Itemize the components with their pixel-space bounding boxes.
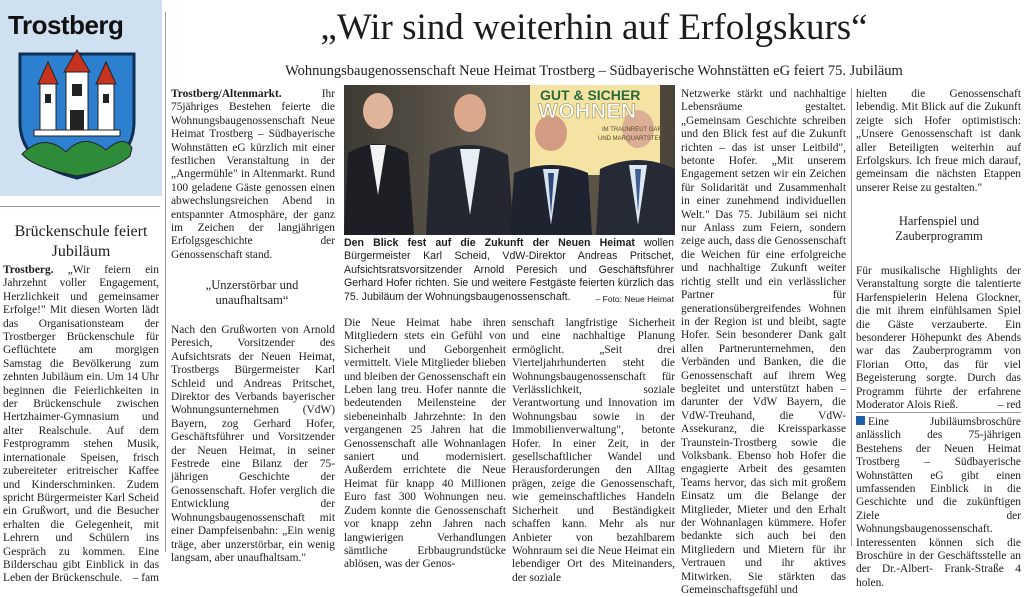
column-5b-author: – red [997,399,1021,412]
intro-text: Ihr 75jähriges Bestehen feierte die Wohnungsbaugenossenschaft Neue Heimat Trostberg – Südbayerische Wohnstätten eG kürzlich mit einer festlichen Veranstaltung in der „Angermühle" in Altenmarkt. Rund 100 geladene Gäste genossen einen abwechslungsreichen Abend in entspannter Atmosphäre, der ganz im Zeichen der langjährigen Erfolgsgeschichte der Genossenschaft stand. [171,88,335,261]
subhead-unzerstoerbar: „Unzerstörbar und unaufhaltsam“ [205,278,299,307]
coat-of-arms-icon [14,44,140,180]
photo-caption [344,237,674,306]
intro-paragraph [171,88,335,262]
banner-title-1: GUT & SICHER [540,87,641,103]
left-dateline: Trostberg. [3,264,54,276]
banner-small-2: UND MARQUARTSTEIN [598,136,665,142]
column-5b-text: Für musikalische Highlights der Veranstaltung sorgte die talentierte Harfenspielerin Helena Glockner, die mit ihrem einfühlsamen Spiel die Gäste verzauberte. Ein besonderer Höhepunkt des Abends war das Zauberprogramm von Florian Otto, das für viel Begeisterung sorgte. Durch das Programm führte der erfahrene Moderator Alois Rieß. [856,265,1021,412]
event-photo [344,85,675,235]
left-text: „Wir feiern ein Jahrzehnt voller Engagement, Herzlichkeit und gemeinsamer Erfolge!" Mit diesen Worten lädt das Organisationsteam der Trostberger Brückenschule für Geflüchtete am morgigen Samstag die Bevölkerung zum zehnten Jubiläum ein. Um 14 Uhr beginnen die Feierlichkeiten in der Brückenschule zwischen Hertzhaimer-Gymnasium und alter Realschule. Auf dem Festprogramm stehen Musik, internationale Speisen, frisch zubereiteter eritreischer Kaffee und Kinderschminken. Zudem spricht Bürgermeister Karl Scheid ein Grußwort, und die Besucher erhalten die Gelegenheit, mit Lehrern und Schülern ins Gespräch zu kommen. Eine Bilderschau gibt Einblick in das Leben der Brückenschule. [3,264,159,585]
column-2-body [344,317,506,572]
left-author: – fam [132,572,159,585]
column-5-text: hielten die Genossenschaft lebendig. Mit Blick auf die Zukunft zeigte sich Hofer optimistisch: „Unsere Genossenschaft ist dank aller Beteiligten weiterhin auf Erfolgskurs. Ich freue mich darauf, gemeinsam die nächsten Etappen unserer Reise zu gestalten." [856,88,1021,194]
column-5-body [856,88,1021,195]
main-headline: „Wir sind weiterhin auf Erfolgskurs“ [320,7,868,48]
column-5b-body [856,265,1021,412]
column-3-body [512,317,675,585]
banner-title-2: WOHNEN [538,100,637,123]
caption-lead: Den Blick fest auf die Zukunft der Neuen Heimat [344,237,635,249]
column-3-text: senschaft langfristige Sicherheit und eine nachhaltige Planung ermöglicht. „Seit drei Vierteljahrhunderten steht die Wohnungsbaugenossenschaft für Verlässlichkeit, soziale Verantwortung und Innovation im Wohnungsbau sowie in der Immobilienverwaltung", betonte Hofer. In einer Zeit, in der gesellschaftlicher Wandel und Herausforderungen den Alltag prägen, zeige die Genossenschaft, wie gemeinschaftliches Handeln Sicherheit und Beständigkeit schaffen kann. Mehr als nur Anbieter von bezahlbarem Wohnraum sei die Neue Heimat ein lebendiger Ort des Miteinanders, der soziale [512,317,675,584]
photo-credit: – Foto: Neue Heimat [595,293,674,304]
column-4-body [681,88,846,597]
subhead-harfenspiel: Harfenspiel und Zauberprogramm [895,214,983,243]
left-headline: Brückenschule feiert Jubiläum [14,223,148,260]
column-4-text: Netzwerke stärkt und nachhaltige Lebensräume gestaltet. „Gemeinsam Geschichte schreiben und den Blick fest auf die Zukunft richten – das ist unser Leitbild", betonte Hofer. „Mit unserem Engagement setzen wir ein Zeichen für Solidarität und Zusammenhalt in einer zunehmend individuellen Welt." Das 75. Jubiläum sei nicht nur Anlass zum Feiern, sondern zeige auch, dass die Genossenschaft die Weichen für eine erfolgreiche und nachhaltige Zukunft weiter richtig stellt und ein verlässlicher Partner für generationsübergreifendes Wohnen in der Region ist und bleibt, sagte Hofer. Sein besonderer Dank galt allen Partnerunternehmen, den Verbänden und Banken, die die Genossenschaft auf ihrem Weg begleitet und unterstützt haben – darunter der VdW Bayern, die VdW-Treuhand, die VdW-Assekuranz, die Kreissparkasse Traunstein-Trostberg sowie die Volksbank. Ebenso hob Hofer die engagierte Arbeit des gesamten Teams hervor, das sich mit großem Einsatz um die Belange der Mitglieder, Mieter und den Erhalt der Wohnanlagen kümmere. Hofer bedankte sich auch bei den Mitgliedern und Mietern für ihr Vertrauen und ihr aktives Mitwirken. Sie stärkten das Gemeinschaftsgefühl und [681,88,846,597]
town-title: Trostberg [8,10,124,40]
column-1-body [171,324,335,565]
column-2-text: Die Neue Heimat habe ihren Mitgliedern stets ein Gefühl von Sicherheit und Geborgenheit vermittelt. Viele Mitglieder blieben und bleiben der Genossenschaft ein Leben lang treu. Hofer nannte die bedeutenden Meilensteine der siebeneinhalb Jahrzehnte: In den vergangenen 25 Jahren hat die Genossenschaft alle Wohnanlagen saniert und modernisiert. Außerdem errichtete die Neue Heimat für knapp 40 Millionen Euro fast 300 Wohnungen neu. Zudem konnte die Genossenschaft vor knapp zehn Jahren nach langwierigen Verhandlungen sämtliche Erbbaugrundstücke ablösen, was der Genos- [344,317,506,571]
banner-small-1: IM TRAUNREUT GARTEN [602,127,674,133]
intro-dateline: Trostberg/Altenmarkt. [171,88,282,100]
column-1-text: Nach den Grußworten von Arnold Peresich, Vorsitzender des Aufsichtsrats der Neuen Heimat, Trostbergs Bürgermeister Karl Schleid und Andreas Pritschet, Direktor des Verbands bayerischer Wohnungsunternehmen (VdW) Bayern, zog Gerhard Hofer, Geschäftsführer und Vorsitzender der Neuen Heimat, in seiner Festrede eine Bilanz der 75-jährigen Geschichte der Genossenschaft. Hofer verglich die Entwicklung der Wohnungsbaugenossenschaft mit einer Dampfeisenbahn: „Ein wenig träge, aber unzerstörbar, ein wenig langsam, aber unaufhaltsam." [171,324,335,564]
note-bullet-icon [856,416,865,425]
main-subheadline: Wohnungsbaugenossenschaft Neue Heimat Trostberg – Südbayerische Wohnstätten eG feiert 75. Jubiläum [285,63,903,79]
left-article-body [3,264,159,586]
brochure-note-text: Eine Jubiläumsbroschüre anlässlich des 75-jährigen Bestehens der Neuen Heimat Trostberg – Südbayerische Wohnstätten eG gibt einen umfassenden Einblick in die Geschichte und die zukünftigen Ziele der Wohnungsbaugenossenschaft. Interessenten können sich die Broschüre in der Geschäftsstelle an der Dr.-Albert- Frank-Straße 4 holen. [856,416,1021,589]
brochure-note [856,416,1021,590]
caption-text: wollen Bürgermeister Karl Scheid, VdW-Direktor Andreas Pritschet, Aufsichtsratsvorsitzender Arnold Peresich und Geschäftsführer Gerhard Hofer richten. Sie und weitere Festgäste feierten kürzlich das 75. Jubiläum der Wohnungsbaugenossenschaft. [344,237,675,303]
